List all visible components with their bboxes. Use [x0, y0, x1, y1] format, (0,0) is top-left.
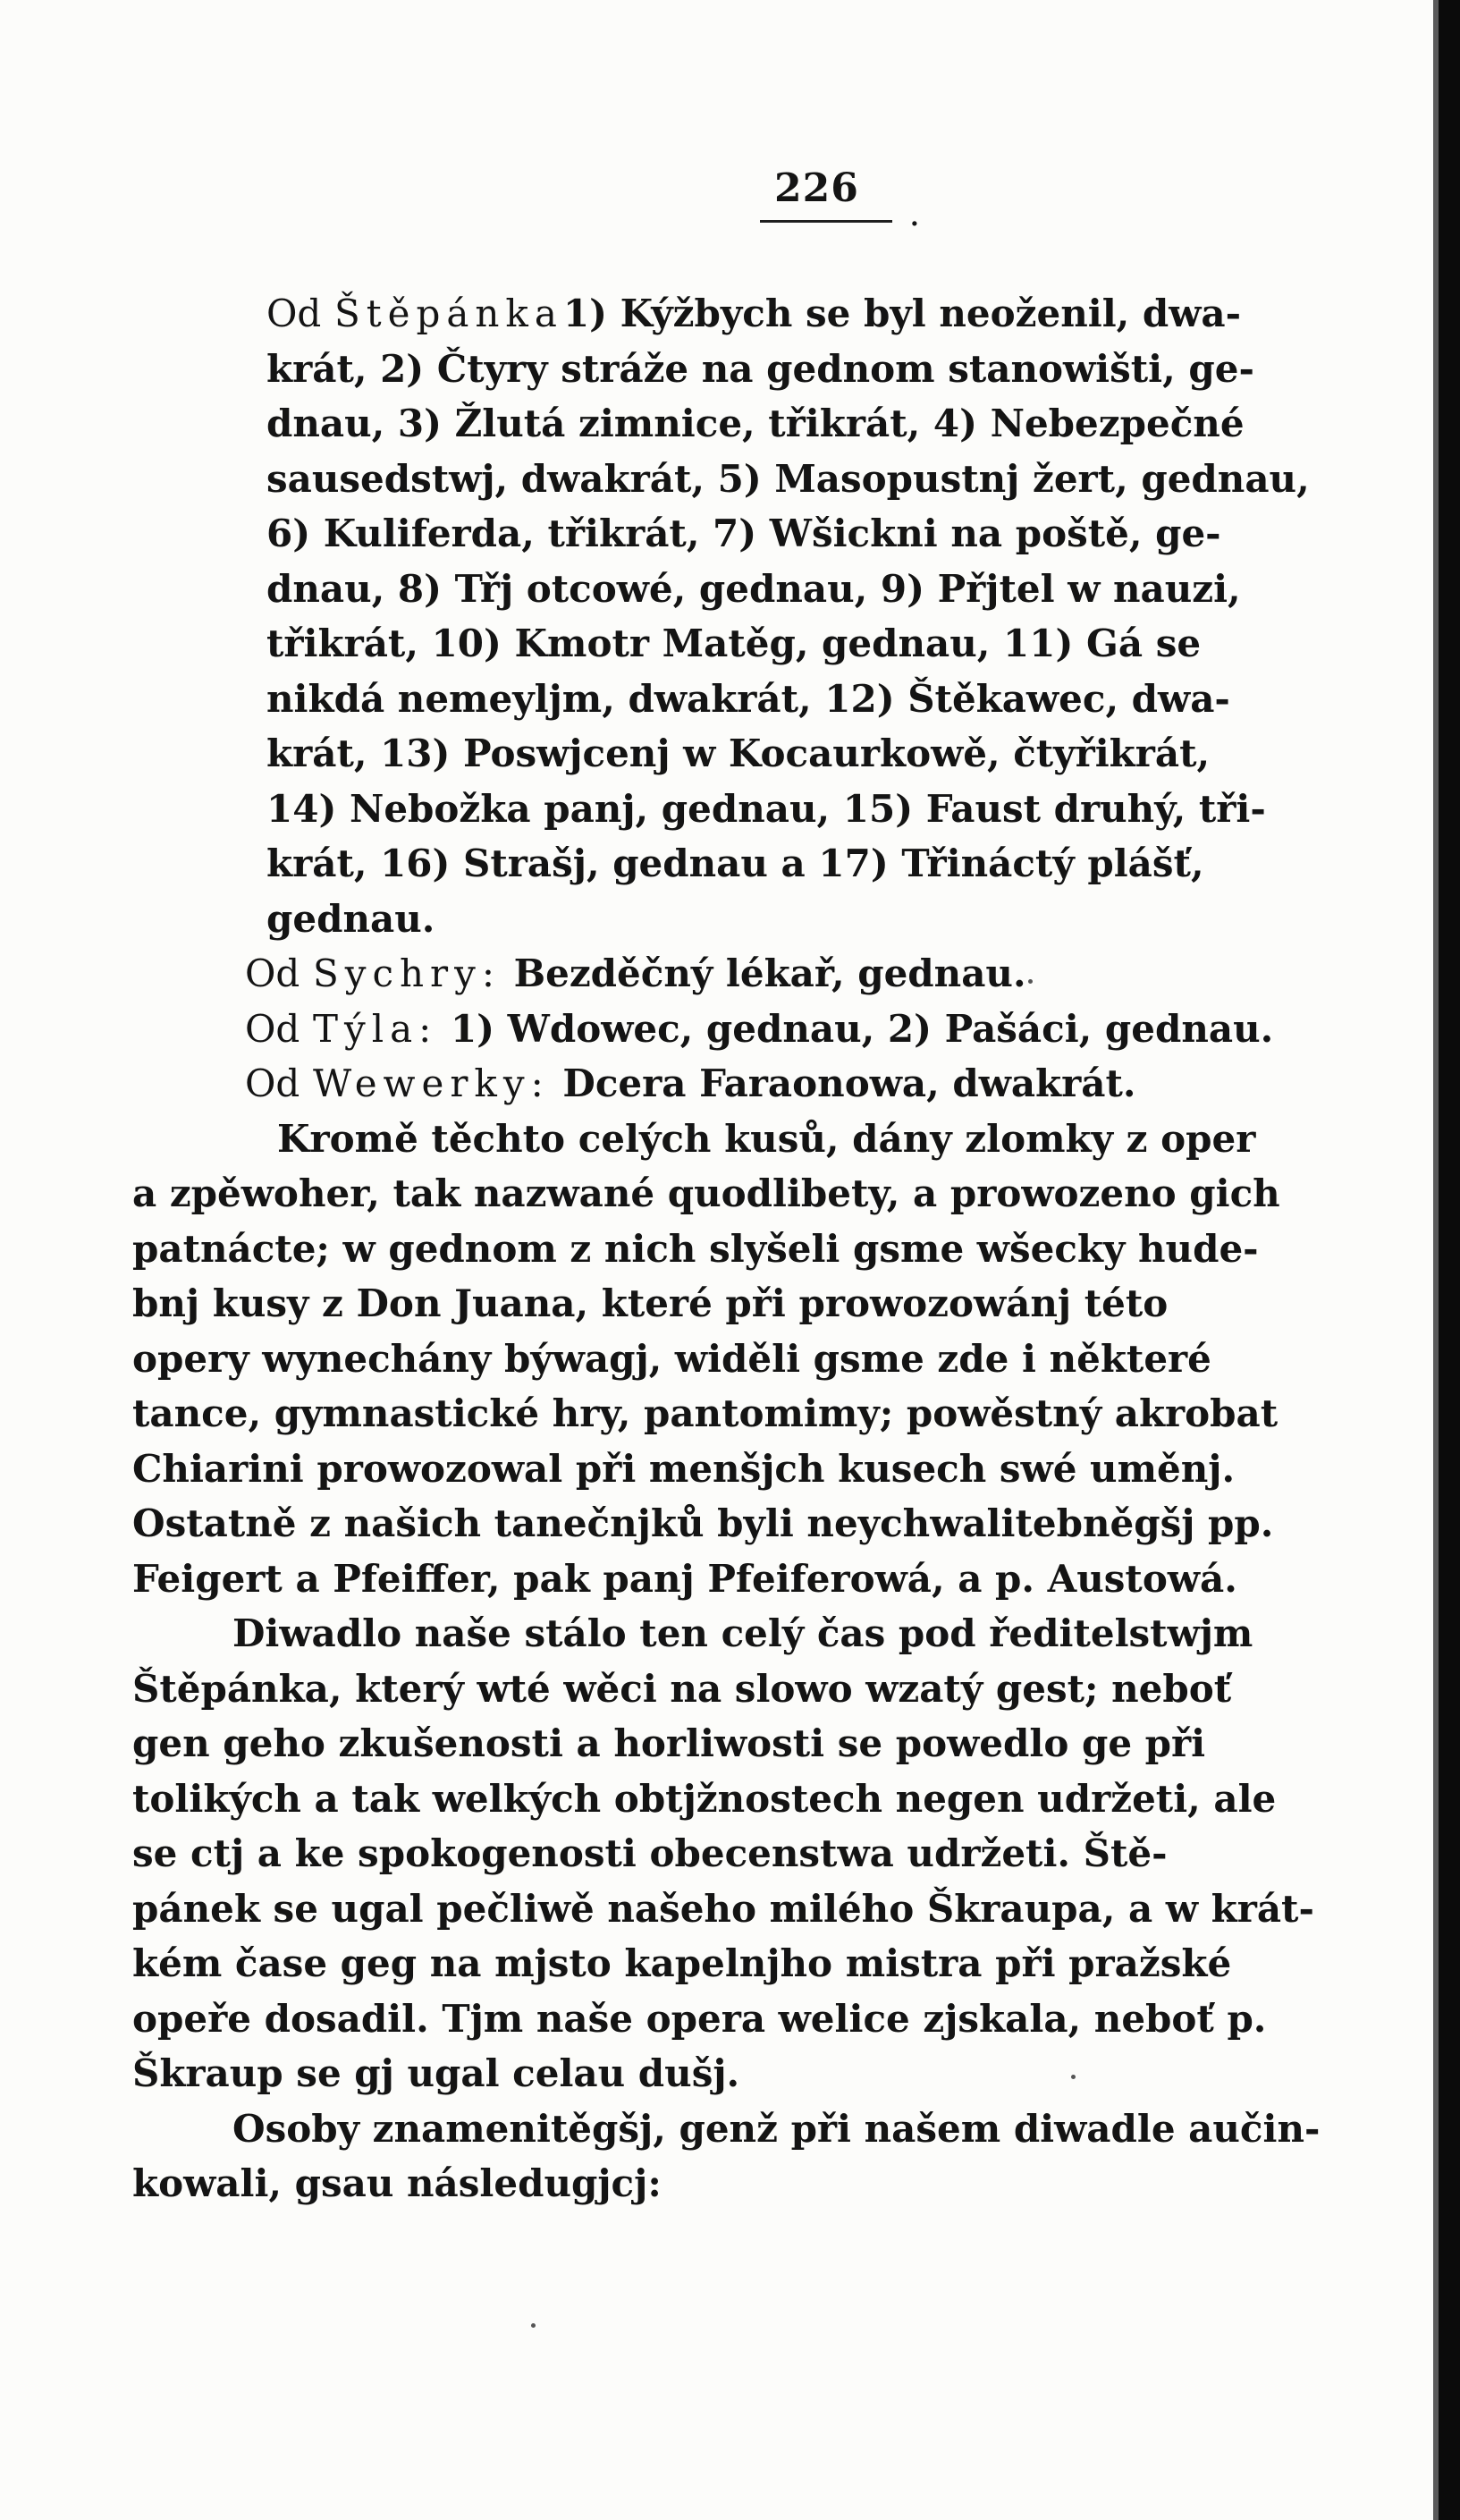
author-name: Sychry: — [312, 951, 501, 995]
entry-line: gednau. — [266, 896, 435, 941]
paragraph-line: Kromě těchto celých kusů, dány zlomky z oper — [277, 1116, 1256, 1161]
author-prefix: Od — [245, 1006, 300, 1051]
entry-stepanek — [266, 286, 1348, 946]
paragraph-persons — [132, 2101, 1348, 2211]
entry-text: Dcera Faraonowa, dwakrát. — [562, 1061, 1136, 1105]
paragraph-line: opeře dosadil. Tjm naše opera welice zjskala, neboť p. — [132, 1996, 1267, 2041]
entry-line: 14) Nebožka panj, gednau, 15) Faust druhý, tři- — [266, 786, 1266, 831]
paragraph-line: opery wynechány býwagj, widěli gsme zde i některé — [132, 1336, 1211, 1381]
paragraph-line: Feigert a Pfeiffer, pak panj Pfeiferowá, a p. Austowá. — [132, 1556, 1237, 1601]
page-number-mark: . — [910, 202, 919, 232]
paper-speck — [1028, 979, 1033, 984]
paragraph-line: Diwadlo naše stálo ten celý čas pod ředitelstwjm — [232, 1611, 1253, 1655]
entry-line: 6) Kuliferda, třikrát, 7) Wšickni na poště, ge- — [266, 512, 1221, 555]
paragraph-line: a zpěwoher, tak nazwané quodlibety, a prowozeno gich — [132, 1171, 1280, 1215]
page-number: 226 — [774, 165, 859, 211]
paragraph-theatre — [132, 1606, 1348, 2101]
author-prefix: Od — [245, 1061, 300, 1105]
paragraph-line: Osoby znamenitěgšj, genž při našem diwadle aučin- — [232, 2106, 1321, 2151]
entry-line: nikdá nemeylјm, dwakrát, 12) Štěkawec, dwa- — [266, 676, 1230, 721]
paragraph-line: se ctj a ke spokogenosti obecenstwa udržeti. Ště- — [132, 1831, 1168, 1875]
author-name: Týla: — [312, 1006, 438, 1051]
paragraph-line: Štěpánka, který wté wěci na slowo wzatý gest; neboť — [132, 1666, 1232, 1711]
entry-line: krát, 13) Poswjcenj w Kocaurkowě, čtyřikrát, — [266, 731, 1211, 775]
entry-line: dnau, 8) Třj otcowé, gednau, 9) Přjtel w nauzi, — [266, 566, 1241, 611]
paper-speck — [531, 2323, 536, 2328]
author-name: Štěpánka — [333, 292, 563, 335]
entry-text: Bezděčný lékař, gednau. — [513, 951, 1026, 995]
paragraph-line: tolikých a tak welkých obtjžnostech negen udržeti, ale — [132, 1776, 1277, 1821]
author-prefix: Od — [266, 292, 322, 335]
entry-line: sausedstwj, dwakrát, 5) Masopustnj žert, gednau, — [266, 456, 1310, 501]
paragraph-line: Škraup se gj ugal celau dušj. — [132, 2051, 740, 2095]
entry-text: 1) Wdowec, gednau, 2) Pašáci, gednau. — [450, 1006, 1274, 1051]
paragraph-line: Ostatně z našich tanečnjků byli neychwalitebněgšj pp. — [132, 1501, 1274, 1545]
page-edge-border — [1439, 0, 1460, 2520]
page-text — [132, 286, 1348, 2211]
entry-line — [245, 946, 1348, 1002]
entry-line: třikrát, 10) Kmotr Matěg, gednau, 11) Gá se — [266, 622, 1202, 665]
paragraph-line: Chiarini prowozowal při menšjch kusech swé uměnj. — [132, 1446, 1236, 1491]
entry-line — [245, 1056, 1348, 1112]
entry-text: 1) Kýžbych se byl neoženil, dwa- — [562, 292, 1242, 335]
paragraph-line: kém čase geg na mjsto kapelnjho mistra při pražské — [132, 1941, 1232, 1985]
page-number-rule — [760, 220, 892, 223]
author-prefix: Od — [245, 951, 300, 995]
paper-speck — [1071, 2075, 1076, 2079]
paragraph-line: patnácte; w gednom z nich slyšeli gsme wšecky hude- — [132, 1226, 1259, 1271]
author-name: Wewerky: — [312, 1061, 550, 1105]
entry-sychra — [245, 946, 1348, 1002]
paragraph-line: gen geho zkušenosti a horliwosti se powedlo ge při — [132, 1721, 1206, 1765]
paragraph-line: kowali, gsau následugjcj: — [132, 2161, 662, 2205]
paragraph-line: pánek se ugal pečliwě našeho milého Škraupa, a w krát- — [132, 1886, 1314, 1931]
entry-tyl — [245, 1002, 1348, 1057]
entry-line: krát, 2) Čtyry stráže na gednom stanowišti, ge- — [266, 346, 1254, 391]
entry-line: dnau, 3) Žlutá zimnice, třikrát, 4) Nebezpečné — [266, 402, 1245, 445]
entry-line — [245, 1002, 1348, 1057]
entry-line: krát, 16) Strašj, gednau a 17) Třináctý plášť, — [266, 841, 1204, 885]
paragraph-line: tance, gymnastické hry, pantomimy; powěstný akrobat — [132, 1391, 1279, 1435]
entry-wewerka — [245, 1056, 1348, 1112]
paragraph-line: bnj kusy z Don Juana, které při prowozowánj této — [132, 1281, 1169, 1325]
paragraph-performances — [132, 1112, 1348, 1607]
entry-line — [266, 286, 1348, 342]
